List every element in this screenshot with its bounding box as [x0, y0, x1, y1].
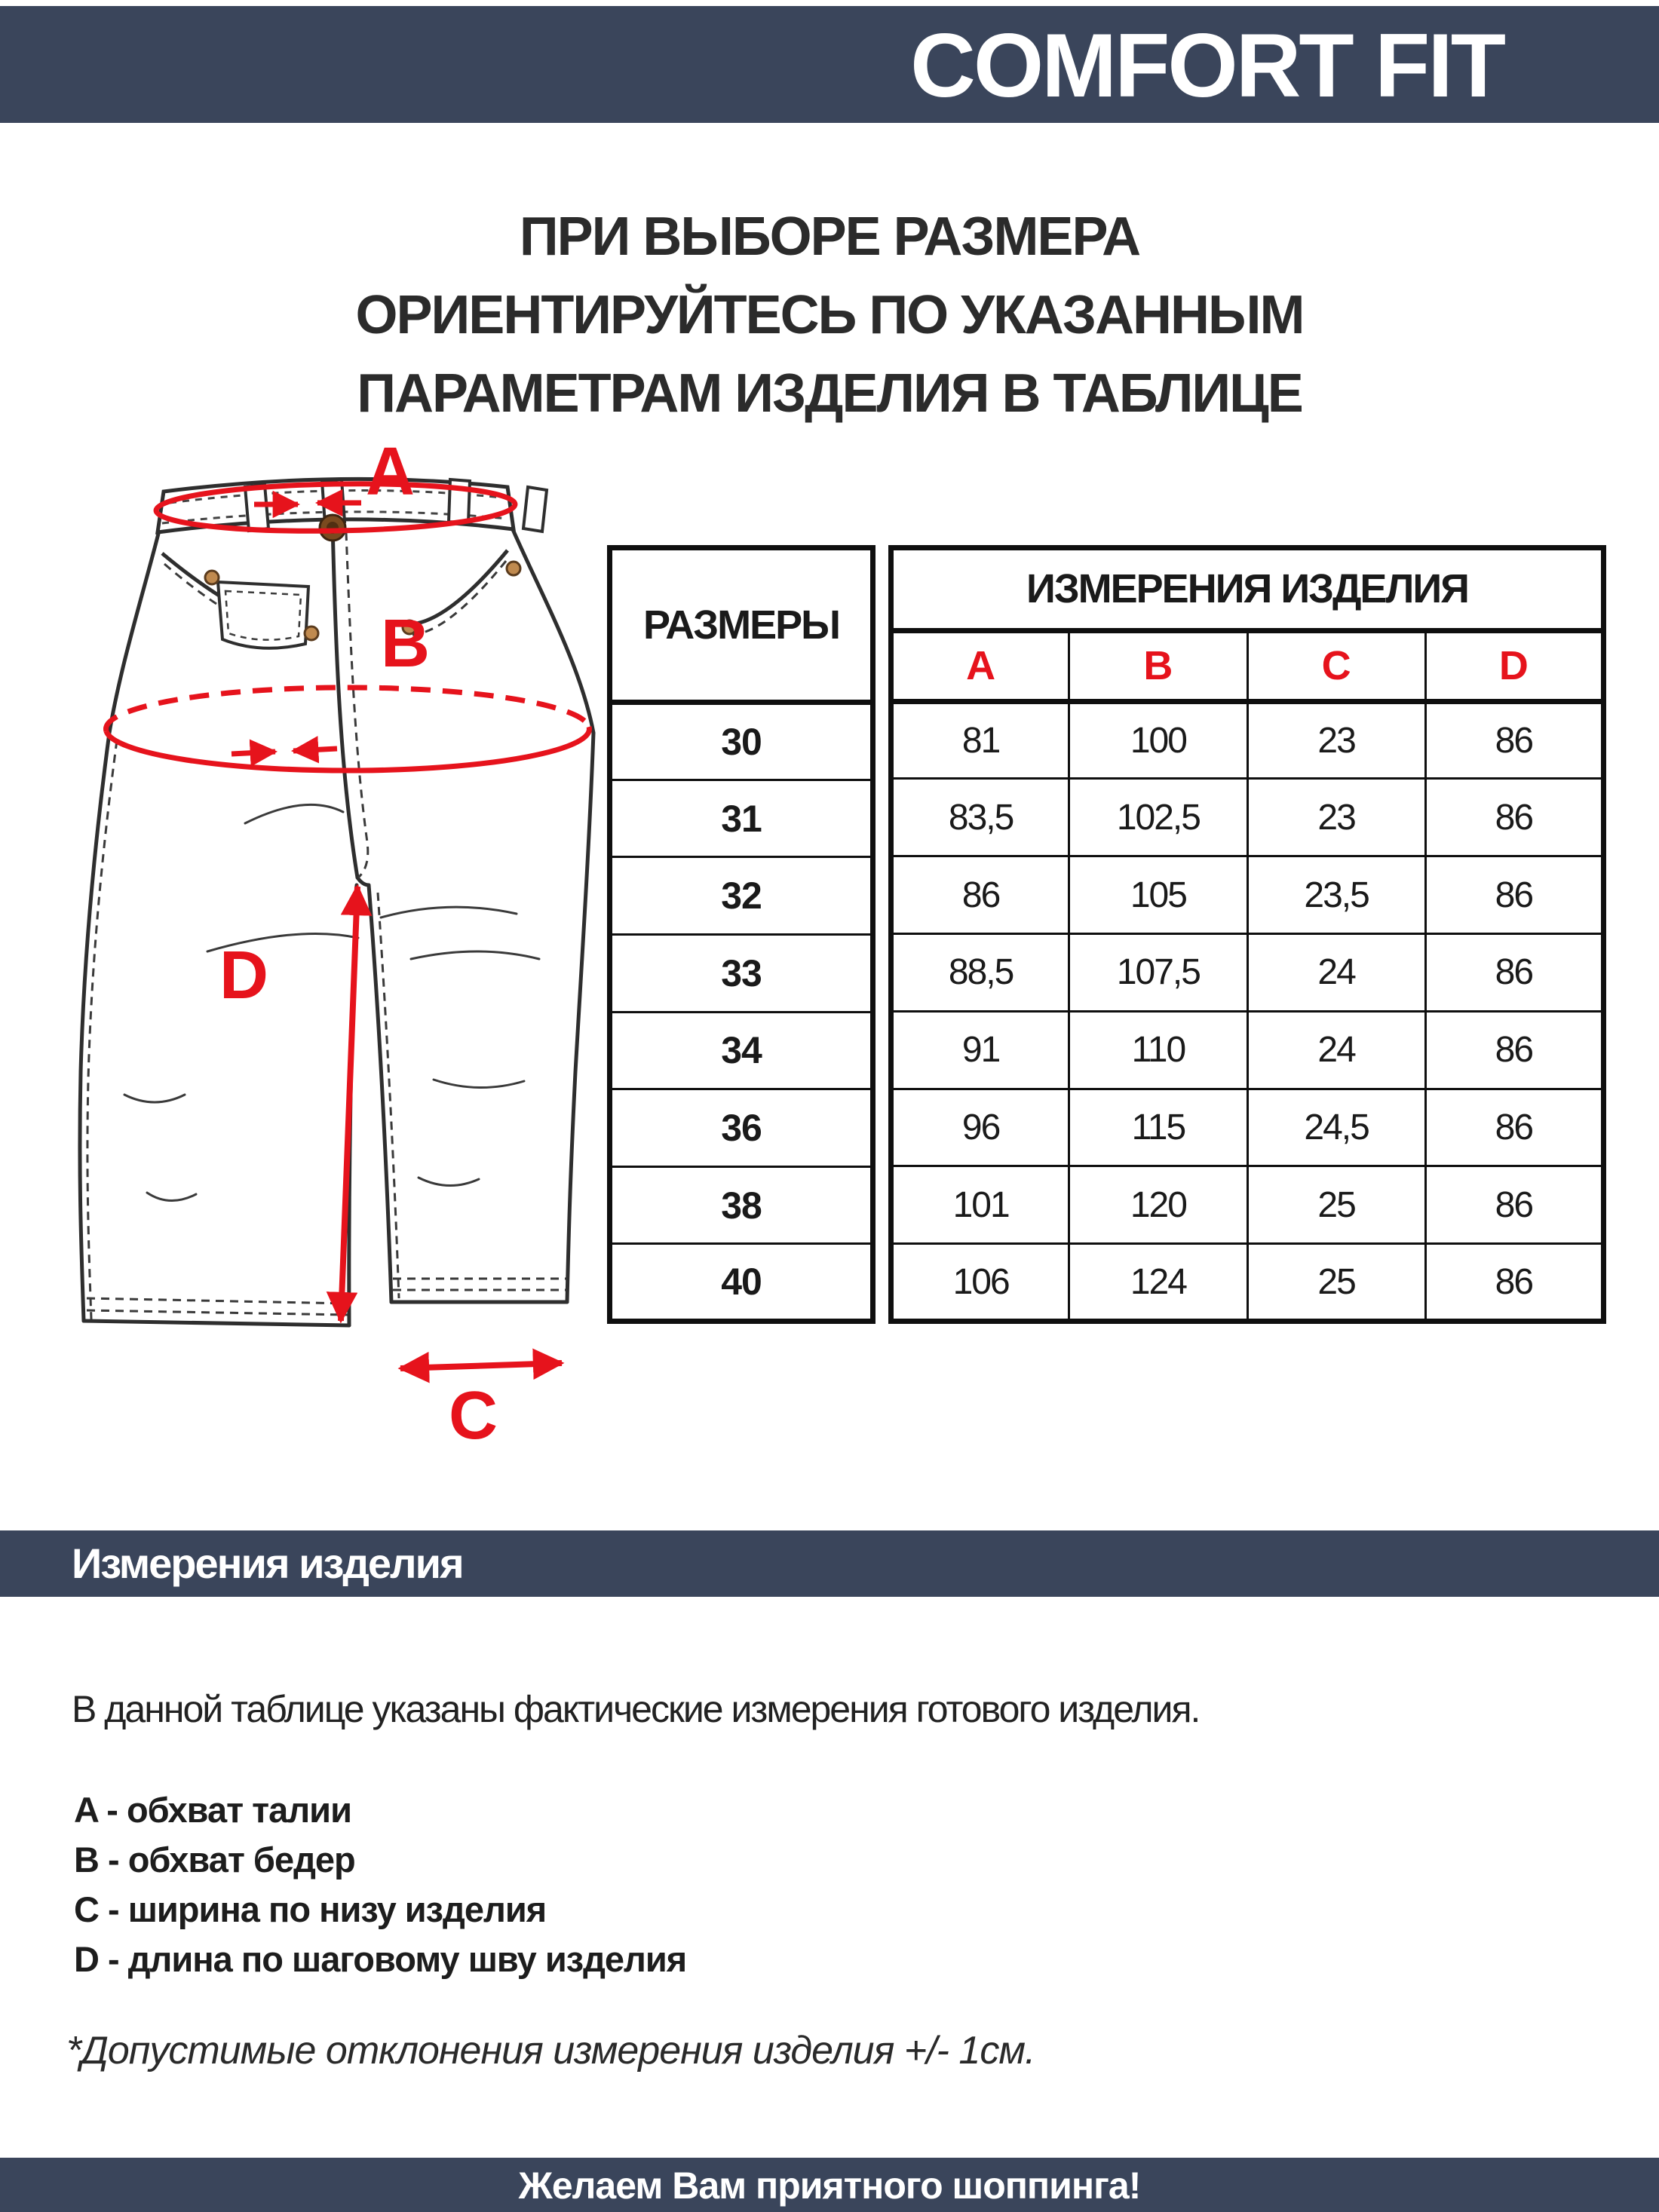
table-row [610, 934, 873, 1012]
column-a-header: A [891, 630, 1069, 701]
intro-heading-line2: ОРИЕНТИРУЙТЕСЬ ПО УКАЗАННЫМ [355, 285, 1304, 345]
value-cell: 91 [891, 1011, 1069, 1089]
legend-item-a: A - обхват талии [74, 1790, 351, 1830]
jeans-stitching [87, 532, 566, 1319]
size-cell: 33 [610, 934, 873, 1012]
jeans-wrinkles [124, 804, 539, 1200]
measurements-table [888, 545, 1606, 1324]
value-cell: 86 [891, 856, 1069, 934]
measure-b-label: B [381, 606, 430, 682]
tolerance-note: *Допустимые отклонения измерения изделия +/- 1см. [66, 2029, 1035, 2073]
measure-b-arrow-right [293, 749, 337, 751]
sizes-table-header: РАЗМЕРЫ [610, 548, 873, 703]
value-cell: 101 [891, 1166, 1069, 1244]
value-cell: 86 [1425, 701, 1603, 779]
footer-message: Желаем Вам приятного шоппинга! [518, 2165, 1141, 2207]
value-cell: 102,5 [1069, 779, 1247, 856]
description-intro: В данной таблице указаны фактические измерения готового изделия. [72, 1688, 1200, 1730]
measure-a-label: A [366, 434, 415, 510]
table-row [610, 780, 873, 857]
measure-b-ellipse-top [106, 688, 589, 731]
value-cell: 86 [1425, 1011, 1603, 1089]
value-cell: 23 [1247, 779, 1425, 856]
table-row [610, 1244, 873, 1322]
value-cell: 86 [1425, 856, 1603, 934]
measure-b-arrow-left [232, 752, 275, 754]
column-c-header: C [1247, 630, 1425, 701]
legend-item-b: B - обхват бедер [74, 1840, 355, 1880]
value-cell: 88,5 [891, 933, 1069, 1011]
value-cell: 124 [1069, 1244, 1247, 1322]
footer-bar [0, 2158, 1659, 2212]
size-cell: 38 [610, 1166, 873, 1244]
measurements-legend [74, 1785, 686, 1984]
size-cell: 30 [610, 703, 873, 780]
jeans-button [320, 515, 345, 541]
size-cell: 31 [610, 780, 873, 857]
size-cell: 40 [610, 1244, 873, 1322]
table-row [891, 1244, 1604, 1322]
value-cell: 23,5 [1247, 856, 1425, 934]
value-cell: 86 [1425, 1089, 1603, 1166]
value-cell: 105 [1069, 856, 1247, 934]
table-row [891, 856, 1604, 934]
jeans-diagram [57, 431, 611, 1445]
legend-item-d: D - длина по шаговому шву изделия [74, 1939, 687, 1979]
measure-d-label: D [219, 938, 268, 1013]
size-cell: 34 [610, 1012, 873, 1089]
table-row [891, 1166, 1604, 1244]
value-cell: 107,5 [1069, 933, 1247, 1011]
table-row [891, 933, 1604, 1011]
value-cell: 86 [1425, 1166, 1603, 1244]
table-row [610, 1089, 873, 1167]
value-cell: 23 [1247, 701, 1425, 779]
value-cell: 86 [1425, 933, 1603, 1011]
column-b-header: B [1069, 630, 1247, 701]
value-cell: 25 [1247, 1244, 1425, 1322]
table-row [610, 1012, 873, 1089]
value-cell: 100 [1069, 701, 1247, 779]
value-cell: 81 [891, 701, 1069, 779]
table-row [610, 703, 873, 780]
table-row [891, 1011, 1604, 1089]
value-cell: 24 [1247, 933, 1425, 1011]
intro-heading [0, 198, 1659, 433]
value-cell: 115 [1069, 1089, 1247, 1166]
measurements-table-title: ИЗМЕРЕНИЯ ИЗДЕЛИЯ [891, 548, 1604, 631]
section-bar [0, 1530, 1659, 1597]
value-cell: 86 [1425, 1244, 1603, 1322]
intro-heading-line3: ПАРАМЕТРАМ ИЗДЕЛИЯ В ТАБЛИЦЕ [357, 363, 1302, 424]
value-cell: 120 [1069, 1166, 1247, 1244]
value-cell: 96 [891, 1089, 1069, 1166]
value-cell: 106 [891, 1244, 1069, 1322]
value-cell: 25 [1247, 1166, 1425, 1244]
section-bar-title: Измерения изделия [72, 1540, 463, 1587]
measurements-columns-row [891, 630, 1604, 701]
coin-pocket [218, 582, 308, 648]
intro-heading-line1: ПРИ ВЫБОРЕ РАЗМЕРА [519, 207, 1140, 267]
measure-c-arrow [400, 1363, 562, 1368]
table-row [891, 1089, 1604, 1166]
legend-item-c: C - ширина по низу изделия [74, 1889, 547, 1929]
table-row [610, 857, 873, 935]
table-row [891, 779, 1604, 856]
value-cell: 24,5 [1247, 1089, 1425, 1166]
brand-title: COMFORT FIT [910, 15, 1504, 116]
jeans-outline [80, 523, 593, 1325]
measure-c-label: C [449, 1378, 498, 1445]
table-row [891, 701, 1604, 779]
size-cell: 36 [610, 1089, 873, 1167]
column-d-header: D [1425, 630, 1603, 701]
table-row [610, 1166, 873, 1244]
sizes-table [607, 545, 875, 1324]
value-cell: 83,5 [891, 779, 1069, 856]
size-cell: 32 [610, 857, 873, 935]
value-cell: 24 [1247, 1011, 1425, 1089]
measure-b-ellipse-bottom [106, 727, 589, 771]
value-cell: 86 [1425, 779, 1603, 856]
top-banner [0, 6, 1659, 123]
value-cell: 110 [1069, 1011, 1247, 1089]
